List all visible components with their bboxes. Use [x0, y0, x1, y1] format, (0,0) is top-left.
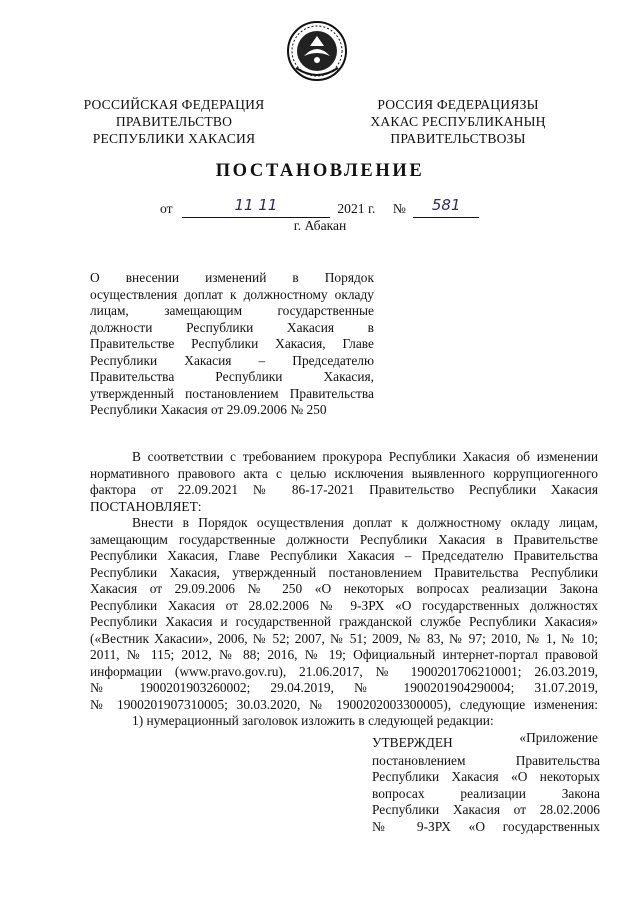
body-line: Хакасия от 29.09.2006 № 250 «О некоторых вопросах реализации Закона [90, 581, 598, 596]
body-line: («Вестник Хакасии», 2006, № 52; 2007, № 51; 2009, № 83, № 97; 2010, № 1, № 10; [90, 630, 598, 646]
subject-line: О внесении изменений в Порядок [90, 270, 374, 285]
body-line: Республики Хакасия, утвержденный постановлением Правительства Республики [90, 564, 598, 580]
subject-line: лицам, замещающим государственные [90, 303, 374, 318]
subject-line: Республики Хакасия – Председателю [90, 352, 374, 368]
header-left-block [74, 96, 274, 147]
annex-label-line: «Приложение [519, 729, 598, 745]
coat-of-arms-icon [286, 20, 348, 82]
body-line: ПОСТАНОВЛЯЕТ: [90, 498, 202, 514]
approval-title: УТВЕРЖДЕН [372, 735, 453, 750]
header-left-line-3: РЕСПУБЛИКИ ХАКАСИЯ [92, 131, 256, 146]
body-line: Внести в Порядок осуществления доплат к должностному окладу лицам, [132, 515, 598, 530]
body-line: Республики Хакасия от 28.02.2006 № 9-ЗРХ «О государственных должностях [90, 597, 598, 613]
subject-line: должности Республики Хакасия в [90, 319, 374, 335]
body-line: замещающим государственные должности Республики Хакасия в Правительстве [90, 531, 598, 547]
subject-line: Республики Хакасия от 29.09.2006 № 250 [90, 402, 327, 417]
date-from-label: от [160, 201, 173, 216]
body-line: Республики Хакасия и государственной гражданской службе Республики Хакасия» [90, 614, 598, 629]
header-right-block [358, 96, 558, 147]
body-line: № 1900201903260002; 29.04.2019, № 1900201904290004; 31.07.2019, [90, 680, 598, 695]
body-line: В соответствии с требованием прокурора Республики Хакасия об изменении [132, 449, 598, 464]
document-type-title: ПОСТАНОВЛЕНИЕ [215, 161, 425, 181]
body-text [90, 449, 598, 746]
number-field [413, 196, 479, 218]
body-line: Республики Хакасия, Главе Республики Хакасия – Председателю Правительства [90, 548, 598, 563]
header-right-line-2: ХАКАС РЕСПУБЛИКАНЫҢ [370, 114, 546, 129]
subject-line: Правительства Республики Хакасия, [90, 369, 374, 384]
body-line: № 1900201907310005; 30.03.2020, № 1900202003300005), следующие изменения: [90, 696, 598, 712]
body-line: 2011, № 115; 2012, № 88; 2016, № 19; Официальный интернет-портал правовой [90, 647, 598, 662]
handwritten-date: 11 11 [234, 196, 278, 214]
approval-line: Республики Хакасия от 28.02.2006 [372, 802, 600, 817]
body-line: 1) нумерационный заголовок изложить в следующей редакции: [132, 713, 494, 728]
date-field [182, 196, 330, 218]
header-right-line-1: РОССИЯ ФЕДЕРАЦИЯЗЫ [377, 97, 539, 112]
subject-line: утвержденный постановлением Правительства [90, 385, 374, 401]
approval-line: Республики Хакасия «О некоторых [372, 769, 600, 784]
header-left-line-1: РОССИЙСКАЯ ФЕДЕРАЦИЯ [83, 97, 265, 112]
subject-line: осуществления доплат к должностному окладу [90, 286, 374, 302]
body-line: информации (www.pravo.gov.ru), 21.06.2017, № 1900201706210001; 26.03.2019, [90, 663, 598, 679]
year-label: 2021 г. [337, 201, 376, 216]
approval-line: вопросах реализации Закона [372, 785, 600, 801]
body-line: фактора от 22.09.2021 № 86-17-2021 Правительство Республики Хакасия [90, 482, 598, 497]
approval-block [372, 735, 600, 835]
subject-block [90, 270, 374, 419]
number-label: № [392, 201, 406, 216]
approval-line: № 9-ЗРХ «О государственных [372, 818, 600, 834]
subject-line: Правительстве Республики Хакасия, Главе [90, 336, 374, 351]
header-left-line-2: ПРАВИТЕЛЬСТВО [115, 114, 233, 129]
city-name: г. Абакан [293, 218, 347, 233]
handwritten-number: 581 [431, 196, 461, 214]
body-line: нормативного правового акта с целью исключения выявленного коррупциогенного [90, 465, 598, 481]
approval-line: постановлением Правительства [372, 752, 600, 768]
header-right-line-3: ПРАВИТЕЛЬСТВОЗЫ [390, 131, 526, 146]
date-number-row [160, 196, 479, 218]
